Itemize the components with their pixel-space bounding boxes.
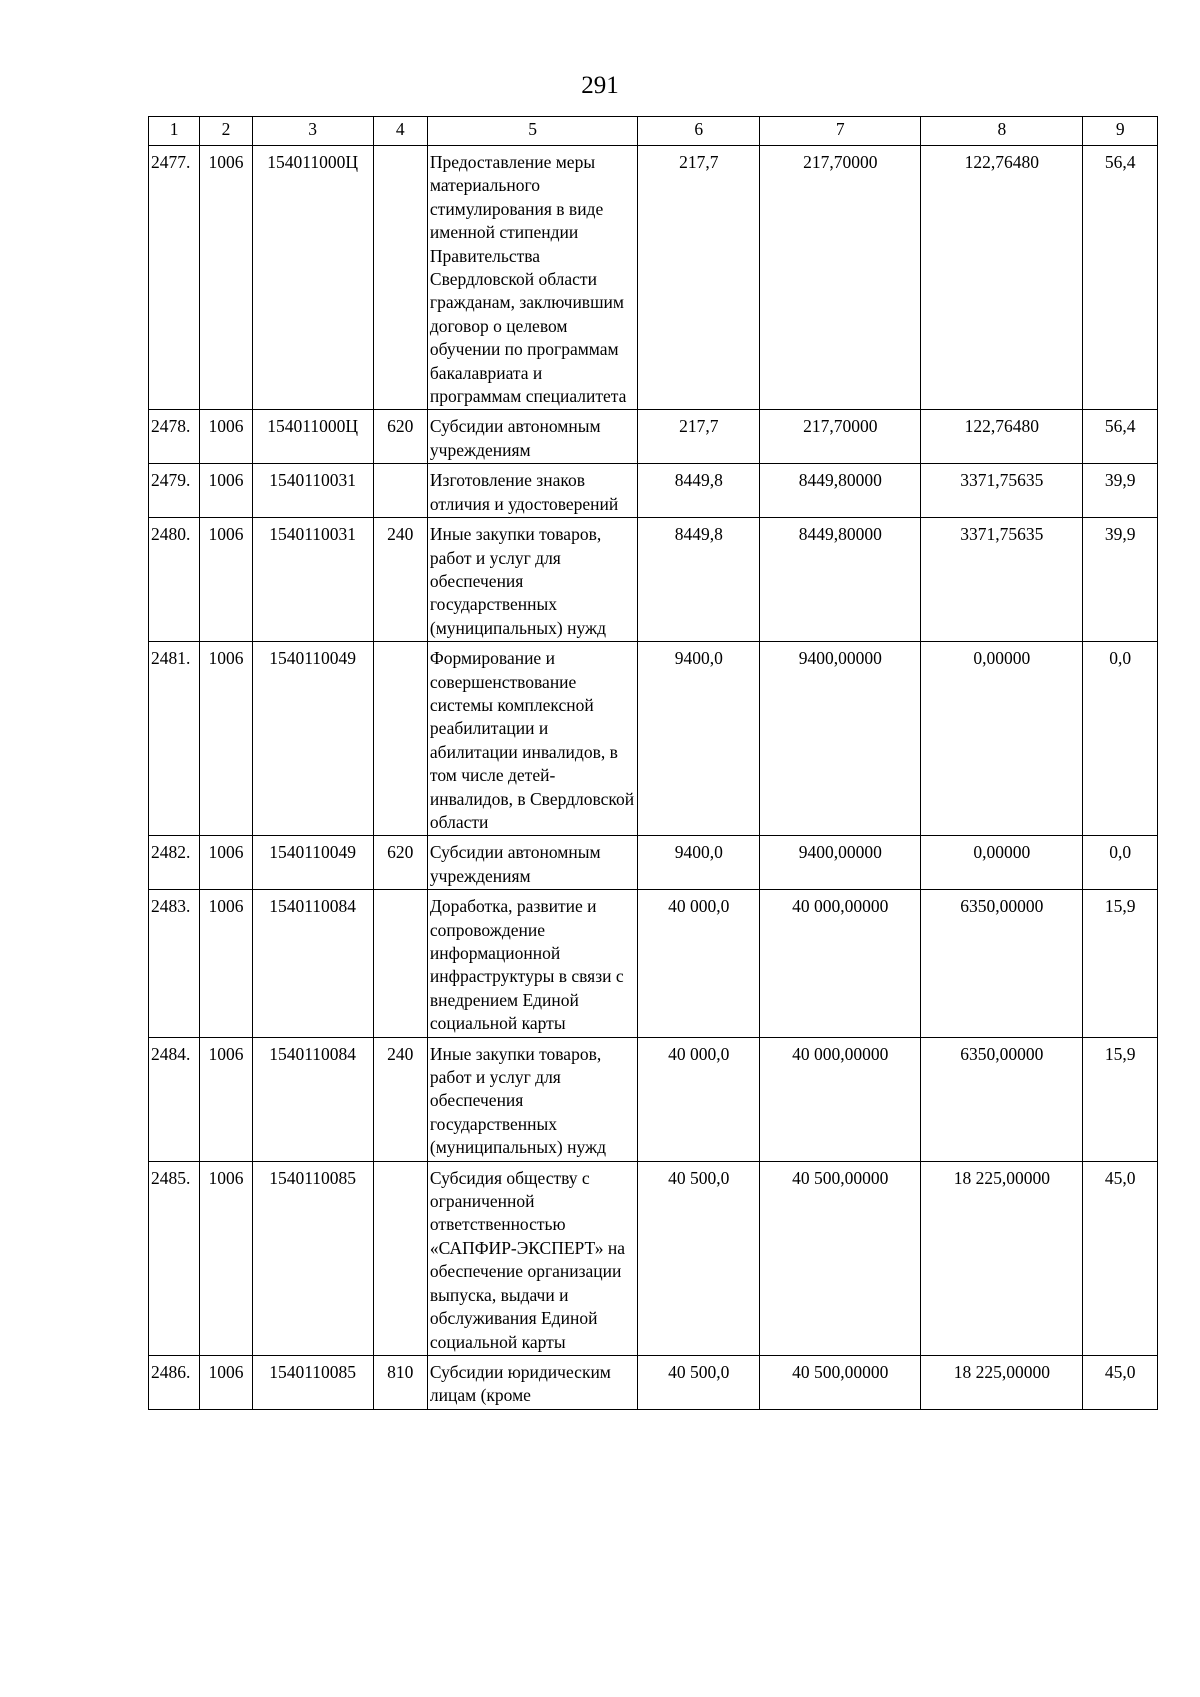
target-article-cell: 1540110084 [252,890,373,1037]
approved-amount-cell: 8449,8 [638,518,760,642]
approved-amount-cell: 40 500,0 [638,1161,760,1355]
header-row [149,117,1158,146]
approved-amount-cell: 40 000,0 [638,1037,760,1161]
updated-amount-cell: 217,70000 [760,410,921,464]
section-code-cell: 1006 [200,1161,252,1355]
executed-amount-cell: 0,00000 [921,836,1083,890]
execution-percent-cell: 45,0 [1083,1355,1158,1409]
executed-amount-cell: 3371,75635 [921,518,1083,642]
target-article-cell: 1540110085 [252,1355,373,1409]
approved-amount-cell: 8449,8 [638,464,760,518]
budget-table [148,116,1158,1410]
row-number-cell: 2477. [149,146,200,410]
executed-amount-cell: 0,00000 [921,642,1083,836]
executed-amount-cell: 6350,00000 [921,1037,1083,1161]
target-article-cell: 1540110084 [252,1037,373,1161]
description-cell: Иные закупки товаров, работ и услуг для обеспечения государственных (муниципальных) нужд [427,1037,637,1161]
row-number-cell: 2480. [149,518,200,642]
section-code-cell: 1006 [200,1355,252,1409]
description-cell: Иные закупки товаров, работ и услуг для обеспечения государственных (муниципальных) нужд [427,518,637,642]
execution-percent-cell: 39,9 [1083,464,1158,518]
description-cell: Доработка, развитие и сопровождение информационной инфраструктуры в связи с внедрением Единой социальной карты [427,890,637,1037]
execution-percent-cell: 15,9 [1083,1037,1158,1161]
section-code-cell: 1006 [200,410,252,464]
column-header: 9 [1083,117,1158,146]
updated-amount-cell: 217,70000 [760,146,921,410]
execution-percent-cell: 56,4 [1083,410,1158,464]
row-number-cell: 2483. [149,890,200,1037]
target-article-cell: 154011000Ц [252,146,373,410]
expense-type-cell: 620 [373,836,427,890]
section-code-cell: 1006 [200,146,252,410]
description-cell: Субсидии автономным учреждениям [427,836,637,890]
row-number-cell: 2478. [149,410,200,464]
executed-amount-cell: 122,76480 [921,146,1083,410]
expense-type-cell: 620 [373,410,427,464]
executed-amount-cell: 122,76480 [921,410,1083,464]
description-cell: Формирование и совершенствование системы комплексной реабилитации и абилитации инвалидов, в том числе детей-инвалидов, в Свердловской области [427,642,637,836]
updated-amount-cell: 40 500,00000 [760,1161,921,1355]
updated-amount-cell: 8449,80000 [760,464,921,518]
section-code-cell: 1006 [200,890,252,1037]
table-row [149,1355,1158,1409]
execution-percent-cell: 0,0 [1083,642,1158,836]
section-code-cell: 1006 [200,518,252,642]
section-code-cell: 1006 [200,642,252,836]
executed-amount-cell: 3371,75635 [921,464,1083,518]
approved-amount-cell: 217,7 [638,146,760,410]
table-row [149,1161,1158,1355]
execution-percent-cell: 39,9 [1083,518,1158,642]
page-number: 291 [581,72,619,99]
target-article-cell: 1540110049 [252,642,373,836]
expense-type-cell: 240 [373,518,427,642]
approved-amount-cell: 40 000,0 [638,890,760,1037]
execution-percent-cell: 15,9 [1083,890,1158,1037]
table-row [149,410,1158,464]
table-row [149,464,1158,518]
expense-type-cell [373,890,427,1037]
table-row [149,1037,1158,1161]
target-article-cell: 1540110031 [252,518,373,642]
expense-type-cell [373,146,427,410]
execution-percent-cell: 45,0 [1083,1161,1158,1355]
description-cell: Субсидия обществу с ограниченной ответственностью «САПФИР-ЭКСПЕРТ» на обеспечение организации выпуска, выдачи и обслуживания Единой социальной карты [427,1161,637,1355]
expense-type-cell: 240 [373,1037,427,1161]
row-number-cell: 2484. [149,1037,200,1161]
row-number-cell: 2481. [149,642,200,836]
section-code-cell: 1006 [200,1037,252,1161]
column-header: 7 [760,117,921,146]
section-code-cell: 1006 [200,836,252,890]
expense-type-cell [373,464,427,518]
target-article-cell: 1540110031 [252,464,373,518]
executed-amount-cell: 18 225,00000 [921,1161,1083,1355]
description-cell: Предоставление меры материального стимулирования в виде именной стипендии Правительства Свердловской области гражданам, заключившим договор о целевом обучении по программам бакалавриата и программам специалитета [427,146,637,410]
approved-amount-cell: 40 500,0 [638,1355,760,1409]
row-number-cell: 2479. [149,464,200,518]
approved-amount-cell: 9400,0 [638,642,760,836]
updated-amount-cell: 8449,80000 [760,518,921,642]
row-number-cell: 2485. [149,1161,200,1355]
executed-amount-cell: 18 225,00000 [921,1355,1083,1409]
updated-amount-cell: 40 000,00000 [760,1037,921,1161]
approved-amount-cell: 9400,0 [638,836,760,890]
updated-amount-cell: 40 500,00000 [760,1355,921,1409]
column-header: 3 [252,117,373,146]
table-row [149,518,1158,642]
row-number-cell: 2486. [149,1355,200,1409]
execution-percent-cell: 56,4 [1083,146,1158,410]
row-number-cell: 2482. [149,836,200,890]
section-code-cell: 1006 [200,464,252,518]
column-header: 4 [373,117,427,146]
approved-amount-cell: 217,7 [638,410,760,464]
target-article-cell: 1540110085 [252,1161,373,1355]
updated-amount-cell: 40 000,00000 [760,890,921,1037]
table-row [149,836,1158,890]
updated-amount-cell: 9400,00000 [760,642,921,836]
column-header: 5 [427,117,637,146]
column-header: 8 [921,117,1083,146]
column-header: 6 [638,117,760,146]
column-header: 2 [200,117,252,146]
expense-type-cell [373,1161,427,1355]
target-article-cell: 154011000Ц [252,410,373,464]
description-cell: Изготовление знаков отличия и удостоверений [427,464,637,518]
description-cell: Субсидии автономным учреждениям [427,410,637,464]
expense-type-cell [373,642,427,836]
target-article-cell: 1540110049 [252,836,373,890]
description-cell: Субсидии юридическим лицам (кроме [427,1355,637,1409]
expense-type-cell: 810 [373,1355,427,1409]
table-row [149,890,1158,1037]
table-row [149,146,1158,410]
updated-amount-cell: 9400,00000 [760,836,921,890]
executed-amount-cell: 6350,00000 [921,890,1083,1037]
execution-percent-cell: 0,0 [1083,836,1158,890]
table-body [149,146,1158,1410]
table-row [149,642,1158,836]
column-header: 1 [149,117,200,146]
